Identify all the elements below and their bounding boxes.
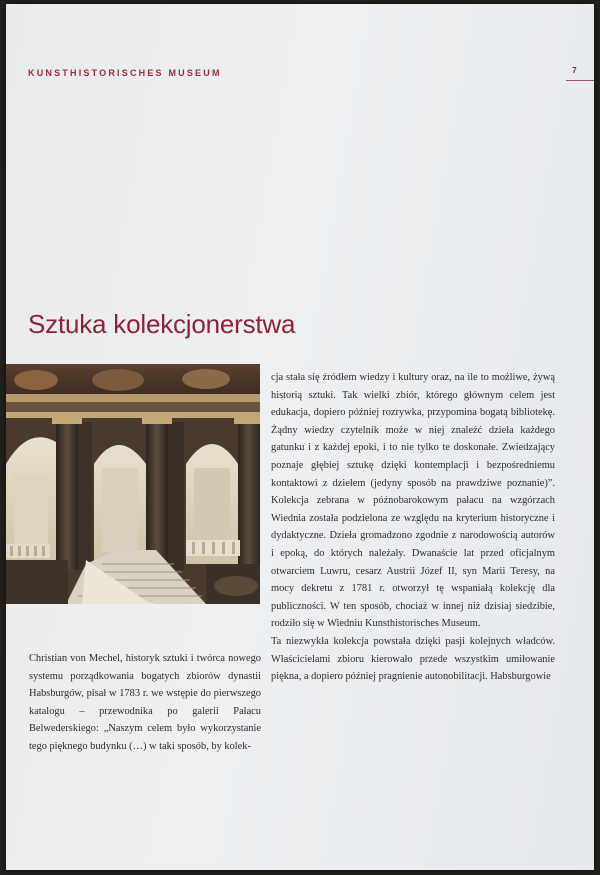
book-page [6,4,594,870]
paragraph: Ta niezwykła kolekcja powstała dzięki pasji kolejnych władców. Właścicielami zbioru kierowało przede wszystkim umiłowanie piękna, a dopiero później pragnienie autonobilitacji. Habsburgowie [271,635,555,683]
page-number: 7 [572,65,577,75]
paragraph: Christian von Mechel, historyk sztuki i twórca nowego systemu porządkowania bogatych zbiorów dynastii Habsburgów, pisał w 1783 r. we wstępie do pierwszego katalogu – przewodnika po galerii Pałacu Belwederskiego: „Naszym celem było wykorzystanie tego pięknego budynku (…) w taki sposób, by kolek- [29,653,261,752]
running-header: KUNSTHISTORISCHES MUSEUM [28,68,222,78]
text-column-right [271,369,555,686]
section-title: Sztuka kolekcjonerstwa [28,309,296,339]
header-rule [566,80,594,81]
staircase-photo [6,364,260,604]
text-column-left [29,650,261,756]
paragraph: cja stała się źródłem wiedzy i kultury oraz, na ile to możliwe, żywą historią sztuki. Tak wielki zbiór, którego głównym celem jest edukacja, dopiero później rozrywka, przypomina bogatą bibliotekę. Żądny wiedzy czytelnik może w niej znaleźć dzieła każdego gatunku i z każdej epoki, i to nie tylko te doskonałe. Zwiedzający poznaje głębiej sztukę dzięki kontemplacji i bezpośredniemu kontaktowi z dziełem (jedyny sposób na prawdziwe poznanie)”. Kolekcja zebrana w późnobarokowym pałacu na wzgórzach Wiednia została podzielona ze względu na kryterium historyczne i dydaktyczne. Dzieła gromadzono zgodnie z narodowością autorów i epoką, do których należały. Dwanaście lat przed oficjalnym otwarciem Luwru, cesarz Austrii Józef II, syn Marii Teresy, na mocy dekretu z 1781 r. otworzył tę wspaniałą kolekcję dla publiczności. W ten sposób, chociaż w innej niż dzisiaj siedzibie, rodziło się w Wiedniu Kunsthistorisches Museum. [271,372,555,630]
